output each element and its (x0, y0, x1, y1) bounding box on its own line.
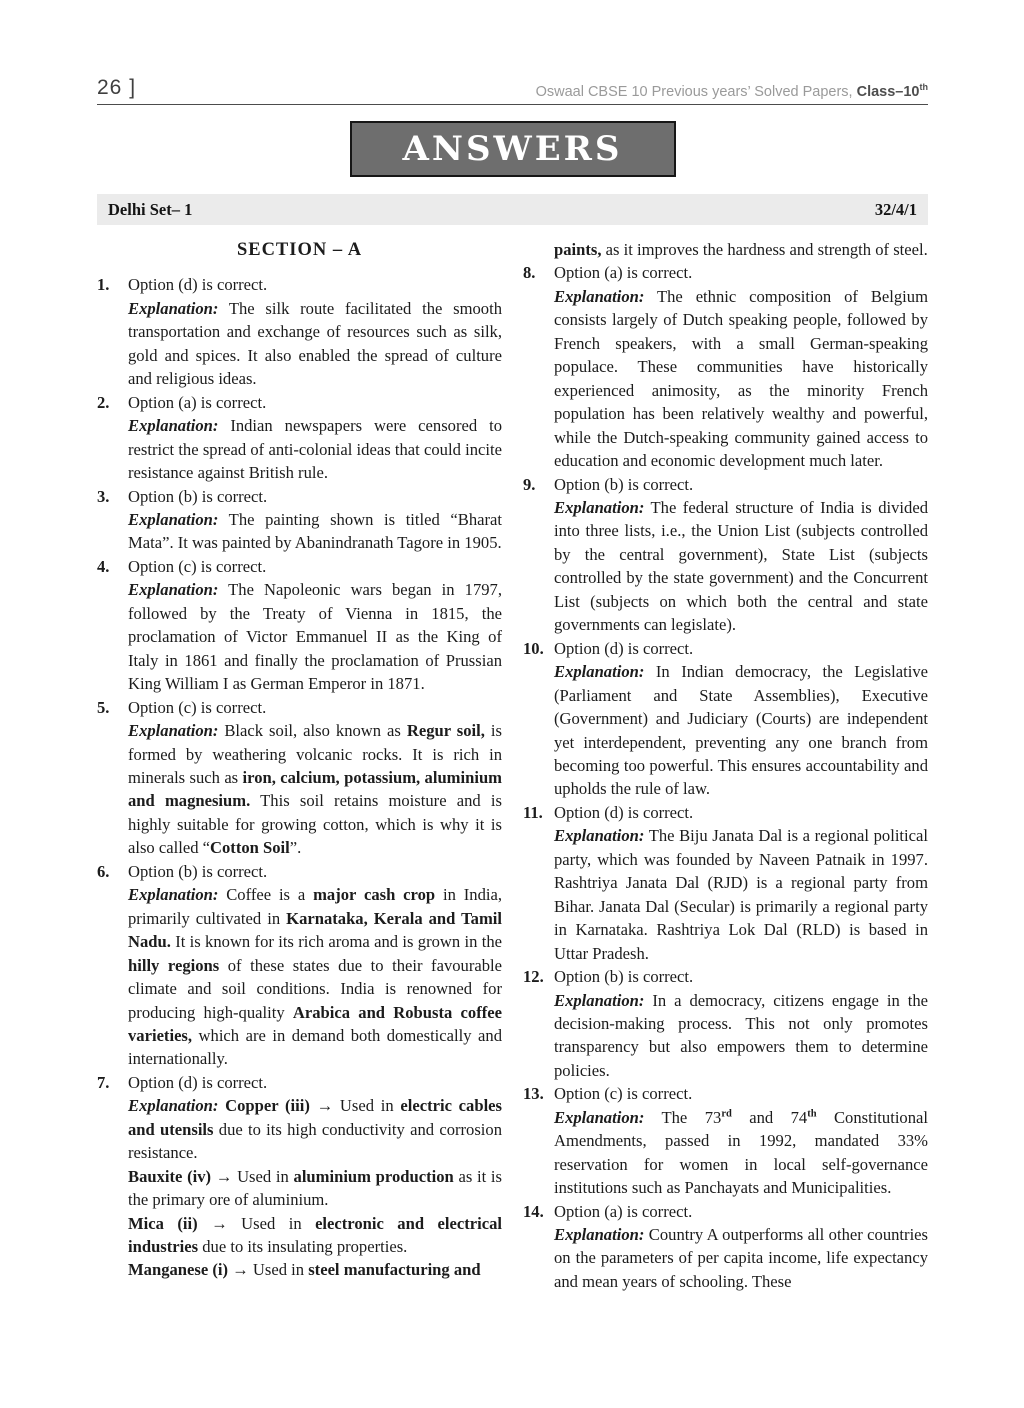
text-run: Explanation: (128, 509, 219, 529)
option-line: Option (d) is correct. (128, 1072, 268, 1092)
text-run: Bauxite (iv) (128, 1166, 212, 1186)
text-run: Explanation: (128, 1096, 219, 1116)
text-run: Explanation: (128, 885, 219, 905)
text-run: → Used in (197, 1213, 316, 1233)
answer-item (523, 637, 928, 801)
text-run: Country A outperforms all other countries on the parameters of per capita income, life expectancy and mean years of schooling. These (554, 1225, 928, 1291)
text-run: Explanation: (554, 662, 645, 682)
text-run: The 73 (644, 1107, 722, 1127)
explanation-paragraph (554, 238, 928, 261)
text-run: of these states due to their favourable climate and soil conditions. India is renowned for producing high-quality (128, 955, 502, 1022)
explanation-paragraph (554, 989, 928, 1083)
option-line: Option (c) is correct. (128, 556, 267, 576)
answer-number: 4. (97, 556, 110, 576)
text-run: paints, (554, 240, 602, 259)
text-run: and 74 (731, 1107, 808, 1127)
answer-item (523, 1082, 928, 1199)
answer-number: 11. (523, 802, 543, 822)
answer-item (523, 801, 928, 965)
answer-continuation (523, 238, 928, 261)
answer-item (97, 860, 502, 1071)
text-run: Arabica and Robusta coffee varieties, (128, 1002, 502, 1045)
text-run: → Used in (228, 1260, 309, 1280)
answers-list-left (97, 273, 502, 1281)
explanation-paragraph (128, 1212, 502, 1259)
explanation-paragraph (554, 285, 928, 473)
explanation-paragraph (128, 719, 502, 860)
text-run: Regur soil, (406, 721, 485, 741)
text-run: Cotton Soil (210, 838, 290, 858)
explanation-paragraph (554, 496, 928, 637)
text-run: iron, calcium, potassium, aluminium and magnesium. (128, 767, 503, 811)
answers-list-right (523, 238, 928, 1293)
answer-item (97, 391, 502, 485)
explanation-paragraph (554, 824, 928, 965)
explanation-paragraph (128, 1258, 502, 1281)
text-run: is formed by weathering volcanic rocks. It is rich in minerals such as (128, 721, 502, 787)
text-run: Copper (iii) (225, 1096, 310, 1116)
set-bar-paper-code: 32/4/1 (874, 199, 917, 219)
text-run: electric cables and utensils (128, 1096, 503, 1139)
text-run: Explanation: (554, 497, 645, 517)
text-run: th (807, 1108, 817, 1120)
text-run: aluminium production (293, 1166, 454, 1186)
text-run: steel manufacturing and (308, 1260, 481, 1280)
text-run: due to its insulating properties. (198, 1237, 408, 1257)
text-run: as it is the primary ore of aluminium. (128, 1166, 503, 1210)
text-run: Explanation: (554, 286, 645, 306)
option-line: Option (d) is correct. (554, 638, 694, 658)
explanation-paragraph (128, 297, 502, 391)
text-run: electronic and electrical industries (128, 1213, 502, 1257)
answer-number: 5. (97, 697, 110, 717)
option-line: Option (c) is correct. (128, 697, 267, 717)
header-class-label: Class–10 (856, 84, 920, 100)
answer-item (523, 1200, 928, 1294)
set-bar-left-label: Delhi Set– 1 (108, 199, 193, 219)
answer-number: 14. (523, 1201, 544, 1221)
text-run: Explanation: (128, 298, 219, 318)
header-rule (97, 104, 928, 105)
explanation-paragraph (128, 508, 502, 555)
option-line: Option (a) is correct. (554, 263, 693, 283)
text-run: hilly regions (128, 955, 220, 975)
header-class-sup: th (919, 82, 928, 93)
explanation-paragraph (128, 578, 502, 695)
answer-number: 9. (523, 474, 536, 494)
text-run: which are in demand both domestically and internationally. (128, 1025, 502, 1069)
text-run: Karnataka, Kerala and Tamil Nadu. (128, 908, 502, 952)
answer-item (523, 473, 928, 637)
text-run: Manganese (i) (128, 1260, 229, 1280)
left-column (97, 238, 502, 1293)
option-line: Option (a) is correct. (554, 1201, 693, 1221)
option-line: Option (b) is correct. (128, 861, 268, 881)
text-run: Explanation: (554, 1107, 645, 1127)
answers-banner: ANSWERS (350, 121, 676, 177)
answers-banner-wrap (97, 121, 928, 177)
explanation-paragraph (128, 414, 502, 484)
text-run: → Used in (309, 1096, 401, 1116)
answer-number: 6. (97, 861, 110, 881)
answer-item (97, 485, 502, 555)
answer-item (523, 965, 928, 1082)
answer-number: 3. (97, 486, 110, 506)
text-run: due to its high conductivity and corrosion resistance. (128, 1119, 503, 1163)
text-run: In a democracy, citizens engage in the decision-making process. This not only promotes transparency but also empowers them to determine policies. (554, 990, 928, 1080)
text-run: Black soil, also known as (218, 721, 407, 741)
answer-item (97, 273, 502, 390)
answer-item (523, 261, 928, 472)
text-run: The Biju Janata Dal is a regional political party, which was founded by Naveen Patnaik in 1997. Rashtriya Janata Dal (RJD) is a regional party from Bihar. Janata Dal (Secular) is primarily a regional party in Karnataka. Rashtriya Lok Dal (RLD) is based in Uttar Pradesh. (554, 826, 928, 963)
answer-number: 13. (523, 1084, 544, 1104)
text-run: This soil retains moisture and is highly suitable for growing cotton, which is why it is also called “ (128, 791, 502, 858)
explanation-paragraph (554, 660, 928, 801)
text-run: The ethnic composition of Belgium consists largely of Dutch speaking people, followed by French speakers, with a small German-speaking populace. These communities have historically experienced animosity, as the minority French population has been relatively wealthy and powerful, while the Dutch-speaking community gained access to education and economic development much later. (554, 286, 928, 471)
option-line: Option (a) is correct. (128, 392, 267, 412)
option-line: Option (b) is correct. (554, 474, 694, 494)
option-line: Option (d) is correct. (128, 275, 268, 295)
text-run: Coffee is a (218, 885, 314, 905)
text-run: in India, primarily cultivated in (128, 885, 502, 928)
text-run: rd (721, 1108, 732, 1120)
section-title: SECTION – A (236, 240, 363, 260)
text-run: Mica (ii) (128, 1213, 198, 1233)
two-column-body (97, 238, 928, 1293)
explanation-paragraph (128, 1165, 502, 1212)
text-run: The silk route facilitated the smooth transportation and exchange of resources such as silk, gold and spices. It also enabled the spread of culture and religious ideas. (128, 298, 502, 389)
text-run: Explanation: (554, 1225, 645, 1245)
text-run: Explanation: (128, 416, 219, 436)
answer-item (97, 555, 502, 696)
text-run: Explanation: (554, 990, 645, 1010)
option-line: Option (c) is correct. (554, 1084, 693, 1104)
text-run: → Used in (211, 1166, 294, 1186)
text-run: Explanation: (128, 721, 219, 741)
option-line: Option (b) is correct. (554, 967, 694, 987)
option-line: Option (b) is correct. (128, 486, 268, 506)
page-header (97, 76, 928, 100)
right-column (523, 238, 928, 1293)
answer-number: 8. (523, 263, 536, 283)
answer-item (97, 696, 502, 860)
answer-number: 10. (523, 638, 544, 658)
answer-item (97, 1071, 502, 1282)
text-run: The Napoleonic wars began in 1797, followed by the Treaty of Vienna in 1815, the proclamation of Victor Emmanuel II as the King of Italy in 1861 and finally the proclamation of Prussian King William I as German Emperor in 1871. (128, 580, 502, 694)
text-run: Indian newspapers were censored to restrict the spread of anti-colonial ideas that could incite resistance against British rule. (128, 416, 502, 483)
text-run: It is known for its rich aroma and is grown in the (170, 932, 502, 952)
text-run: The federal structure of India is divided into three lists, i.e., the Union List (subjects controlled by the central government), State List (subjects controlled by the state government) and the Concurrent List (subjects on which both the central and state governments can legislate). (554, 497, 928, 635)
text-run: as it improves the hardness and strength of steel. (601, 240, 928, 259)
explanation-paragraph (554, 1106, 928, 1200)
header-book-title: Oswaal CBSE 10 Previous years’ Solved Papers, (535, 84, 857, 100)
text-run: ”. (289, 838, 302, 858)
text-run: In Indian democracy, the Legislative (Parliament and State Assemblies), Executive (Government) and Judiciary (Courts) are independent yet interdependent, preventing any one branch from becoming too powerful. This ensures accountability and upholds the rule of law. (554, 662, 928, 799)
answer-number: 7. (97, 1072, 110, 1092)
text-run: Explanation: (128, 580, 219, 600)
page-number: 26 ] (97, 76, 137, 99)
text-run: Constitutional Amendments, passed in 1992, mandated 33% reservation for women in local self-governance institutions such as Panchayats and Municipalities. (554, 1107, 929, 1198)
answer-number: 1. (97, 275, 110, 295)
text-run: major cash crop (313, 885, 436, 905)
explanation-paragraph (128, 883, 502, 1071)
option-line: Option (d) is correct. (554, 802, 694, 822)
answer-number: 2. (97, 392, 110, 412)
explanation-paragraph (128, 1094, 502, 1164)
set-bar (97, 194, 928, 225)
explanation-paragraph (554, 1223, 928, 1293)
text-run: Explanation: (554, 826, 645, 846)
text-run: The painting shown is titled “Bharat Mata”. It was painted by Abanindranath Tagore in 1905. (128, 509, 502, 553)
answer-number: 12. (523, 967, 544, 987)
header-right-text (536, 84, 928, 100)
